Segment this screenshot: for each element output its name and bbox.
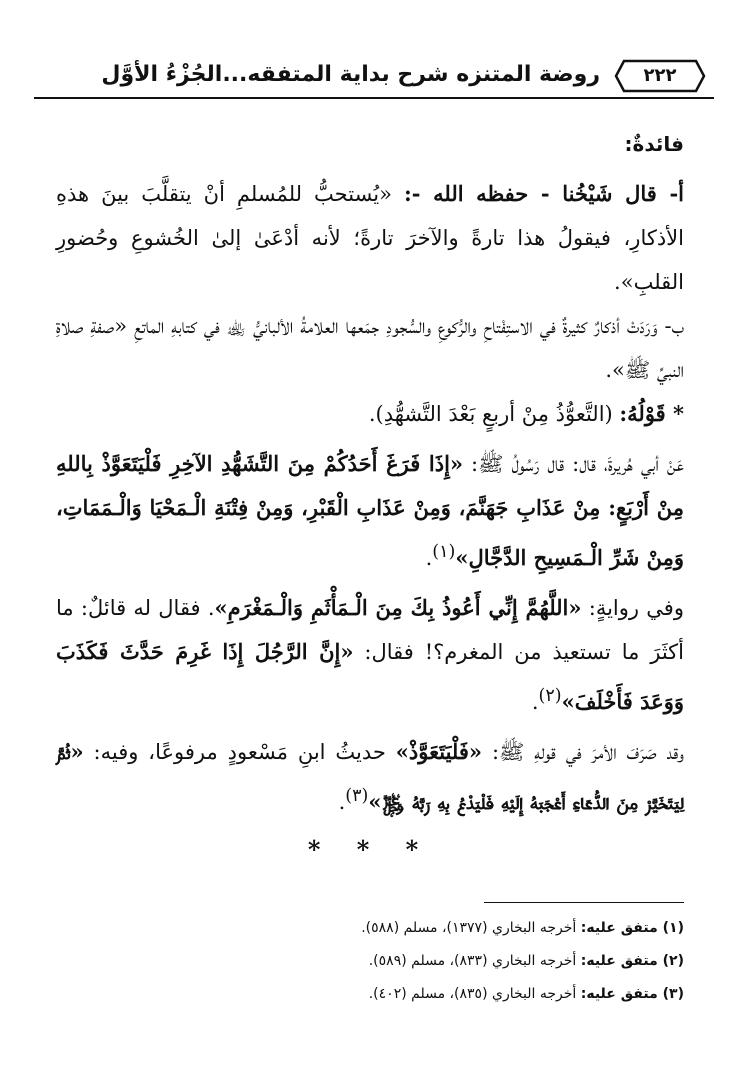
footnote-1 xyxy=(264,912,684,945)
hadith-paragraph-1 xyxy=(56,442,684,580)
main-text xyxy=(56,122,684,872)
page-number: ٢٢٢ xyxy=(643,65,677,86)
closing-middle: حديثُ ابنِ مَسْعودٍ مرفوعًا، وفيه: xyxy=(83,740,396,764)
page-header xyxy=(34,50,714,100)
footnote-rule xyxy=(484,902,684,903)
riwaya-paragraph xyxy=(56,586,684,724)
qawluhu-text: (التَّعوُّذُ مِنْ أربعٍ بَعْدَ التَّشهُّدِ). xyxy=(368,402,620,426)
paragraph-a-text: «يُستحبُّ للمُسلمِ أنْ يتقلَّبَ بينَ هذهِ الأذكارِ، فيقولُ هذا تارةً والآخرَ تارةً؛ لأنه أدْعَىٰ إلىٰ الخُشوعِ وحُضورِ القلبِ». xyxy=(56,182,684,294)
footnote-3-label: (٣) متفق عليه: xyxy=(580,986,684,1002)
riwaya-continuation: . فقال له قائلٌ: ما أكثَرَ ما تستعيذ من المغرم؟! فقال: xyxy=(56,596,685,664)
riwaya-end: . xyxy=(531,690,539,714)
footnote-ref-1: (١) xyxy=(432,542,456,562)
qawluhu-label: * قَوْلُهُ: xyxy=(619,401,684,426)
section-heading: فائدةٌ: xyxy=(624,132,684,156)
footnote-3-text: أخرجه البخاري (٨٣٥)، مسلم (٤٠٢). xyxy=(368,986,581,1002)
footnote-2-text: أخرجه البخاري (٨٣٣)، مسلم (٥٨٩). xyxy=(368,953,581,969)
hadith-1-intro: عَنْ أبي هُريرةَ، قال: قال رَسُولُ ﷺ: xyxy=(463,452,684,476)
riwaya-intro: وفي روايةٍ: xyxy=(581,596,684,620)
closing-quote-1: «فَلْيَتَعَوَّذْ» xyxy=(395,739,483,764)
section-separator: * * * xyxy=(307,835,433,864)
footnotes xyxy=(264,912,684,1011)
hadith-1-end: . xyxy=(425,546,433,570)
paragraph-a-lead: أ- قال شَيْخُنا - حفظه الله -: xyxy=(404,181,684,206)
footnote-2-label: (٢) متفق عليه: xyxy=(580,953,684,969)
closing-intro: وقد صَرَفَ الأمرَ في قولهِ ﷺ: xyxy=(482,740,684,764)
footnote-3 xyxy=(264,978,684,1011)
footnote-2 xyxy=(264,945,684,978)
footnote-1-label: (١) متفق عليه: xyxy=(580,920,684,936)
footnote-ref-2: (٢) xyxy=(538,686,562,706)
running-title: روضة المتنزه شرح بداية المتفقه...الجُزْءُ الأوَّل xyxy=(101,62,600,87)
paragraph-a xyxy=(56,172,684,304)
page-number-badge xyxy=(614,58,706,94)
footnote-1-text: أخرجه البخاري (١٣٧٧)، مسلم (٥٨٨). xyxy=(361,920,581,936)
closing-end: . xyxy=(338,790,346,814)
paragraph-b: ب- وَرَدَتْ أذكارٌ كثيرةٌ في الاستِفْتاحِ والرُّكوعِ والسُّجودِ جمَعها العلامةُ الألبانيُّ ﵀ في كتابهِ الماتعِ «صفةِ صلاةِ النبيِّ ﷺ». xyxy=(56,314,684,382)
riwaya-quote-1: «اللَّهُمَّ إِنِّي أَعُوذُ بِكَ مِنَ الْـمَأْثَمِ وَالْـمَغْرَمِ» xyxy=(214,595,582,620)
qawluhu-line xyxy=(56,392,684,436)
closing-quote-2: «ثُمَّ لِيَتَخَيَّرْ مِنَ الدُّعَاءِ أَعْجَبَهُ إِلَيْهِ فَلْيَدْعُ بِهِ رَبَّهُ ﷿» xyxy=(56,739,684,814)
hadith-1-text: «إِذَا فَرَغَ أَحَدُكُمْ مِنَ التَّشَهُّدِ الآخِرِ فَلْيَتَعَوَّذْ بِاللهِ مِنْ أَرْبَعٍ: مِنْ عَذَابِ جَهَنَّمَ، وَمِنْ عَذَابِ الْقَبْرِ، وَمِنْ فِتْنَةِ الْـمَحْيَا وَالْـمَمَاتِ، وَمِنْ شَرِّ الْـمَسِيحِ الدَّجَّالِ» xyxy=(56,451,684,570)
riwaya-quote-2: «إِنَّ الرَّجُلَ إِذَا غَرِمَ حَدَّثَ فَكَذَبَ وَوَعَدَ فَأَخْلَفَ» xyxy=(56,639,684,714)
closing-paragraph xyxy=(56,730,684,824)
header-rule xyxy=(34,97,714,99)
footnote-ref-3: (٣) xyxy=(345,786,369,806)
